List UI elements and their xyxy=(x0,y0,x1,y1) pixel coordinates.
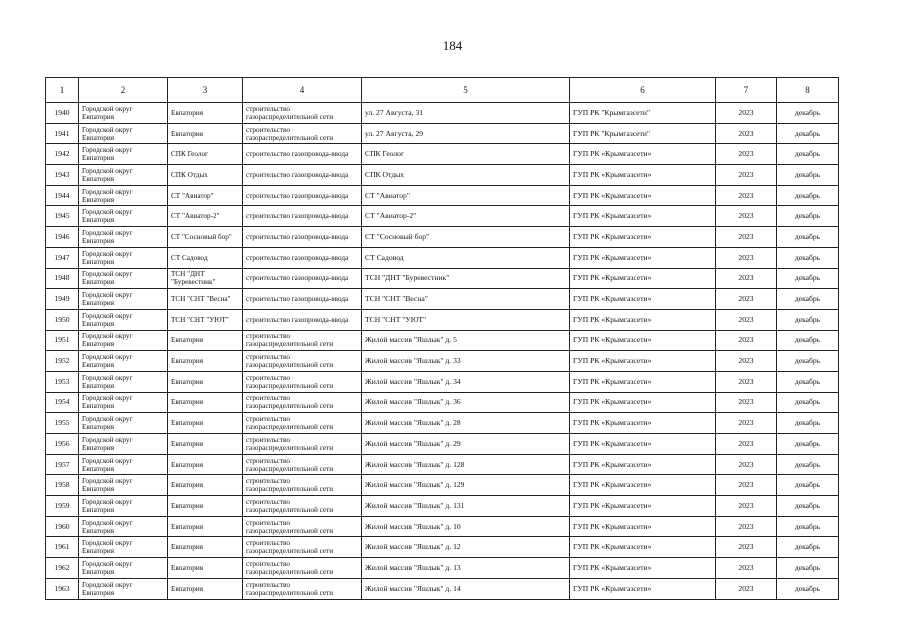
month-cell: декабрь xyxy=(777,103,839,124)
settlement-cell: СТ "Авиатор-2" xyxy=(168,206,243,227)
settlement-cell: Евпатория xyxy=(168,475,243,496)
table-row xyxy=(46,413,839,434)
address-cell: Жилой массив "Яшлык" д. 128 xyxy=(362,454,570,475)
address-cell: СПК Геолог xyxy=(362,144,570,165)
work-type-cell: строительство газораспределительной сети xyxy=(243,123,362,144)
operator-cell: ГУП РК «Крымгазсети» xyxy=(570,330,716,351)
work-type-cell: строительство газораспределительной сети xyxy=(243,496,362,517)
municipality-cell: Городской округ Евпатория xyxy=(79,247,168,268)
month-cell: декабрь xyxy=(777,247,839,268)
header-row xyxy=(46,78,839,103)
year-cell: 2023 xyxy=(716,434,777,455)
address-cell: ТСН "ДНТ "Буревестник" xyxy=(362,268,570,289)
month-cell: декабрь xyxy=(777,185,839,206)
municipality-cell: Городской округ Евпатория xyxy=(79,103,168,124)
address-cell: Жилой массив "Яшлык" д. 29 xyxy=(362,434,570,455)
address-cell: Жилой массив "Яшлык" д. 14 xyxy=(362,578,570,599)
month-cell: декабрь xyxy=(777,516,839,537)
column-header: 5 xyxy=(362,78,570,103)
operator-cell: ГУП РК «Крымгазсети» xyxy=(570,537,716,558)
operator-cell: ГУП РК «Крымгазсети» xyxy=(570,165,716,186)
settlement-cell: Евпатория xyxy=(168,537,243,558)
operator-cell: ГУП РК «Крымгазсети» xyxy=(570,227,716,248)
address-cell: Жилой массив "Яшлык" д. 36 xyxy=(362,392,570,413)
row-number-cell: 1944 xyxy=(46,185,79,206)
table-body xyxy=(46,103,839,600)
municipality-cell: Городской округ Евпатория xyxy=(79,330,168,351)
year-cell: 2023 xyxy=(716,123,777,144)
work-type-cell: строительство газопровода-ввода xyxy=(243,165,362,186)
table-row xyxy=(46,578,839,599)
municipality-cell: Городской округ Евпатория xyxy=(79,268,168,289)
month-cell: декабрь xyxy=(777,392,839,413)
municipality-cell: Городской округ Евпатория xyxy=(79,185,168,206)
row-number-cell: 1962 xyxy=(46,558,79,579)
work-type-cell: строительство газораспределительной сети xyxy=(243,475,362,496)
row-number-cell: 1960 xyxy=(46,516,79,537)
table-row xyxy=(46,516,839,537)
settlement-cell: Евпатория xyxy=(168,392,243,413)
month-cell: декабрь xyxy=(777,289,839,310)
row-number-cell: 1955 xyxy=(46,413,79,434)
table-row xyxy=(46,247,839,268)
work-type-cell: строительство газораспределительной сети xyxy=(243,454,362,475)
address-cell: СПК Отдых xyxy=(362,165,570,186)
settlement-cell: Евпатория xyxy=(168,516,243,537)
operator-cell: ГУП РК «Крымгазсети» xyxy=(570,206,716,227)
settlement-cell: ТСН "СНТ "УЮТ" xyxy=(168,309,243,330)
table-row xyxy=(46,309,839,330)
operator-cell: ГУП РК «Крымгазсети» xyxy=(570,558,716,579)
year-cell: 2023 xyxy=(716,371,777,392)
month-cell: декабрь xyxy=(777,496,839,517)
year-cell: 2023 xyxy=(716,289,777,310)
settlement-cell: Евпатория xyxy=(168,496,243,517)
municipality-cell: Городской округ Евпатория xyxy=(79,558,168,579)
row-number-cell: 1954 xyxy=(46,392,79,413)
municipality-cell: Городской округ Евпатория xyxy=(79,165,168,186)
month-cell: декабрь xyxy=(777,537,839,558)
year-cell: 2023 xyxy=(716,144,777,165)
address-cell: ТСН "СНТ "Весна" xyxy=(362,289,570,310)
address-cell: Жилой массив "Яшлык" д. 28 xyxy=(362,413,570,434)
settlement-cell: СТ Садовод xyxy=(168,247,243,268)
municipality-cell: Городской округ Евпатория xyxy=(79,496,168,517)
year-cell: 2023 xyxy=(716,309,777,330)
work-type-cell: строительство газораспределительной сети xyxy=(243,516,362,537)
row-number-cell: 1961 xyxy=(46,537,79,558)
table-row xyxy=(46,165,839,186)
operator-cell: ГУП РК «Крымгазсети» xyxy=(570,434,716,455)
municipality-cell: Городской округ Евпатория xyxy=(79,578,168,599)
operator-cell: ГУП РК «Крымгазсети» xyxy=(570,454,716,475)
municipality-cell: Городской округ Евпатория xyxy=(79,309,168,330)
year-cell: 2023 xyxy=(716,537,777,558)
address-cell: Жилой массив "Яшлык" д. 10 xyxy=(362,516,570,537)
municipality-cell: Городской округ Евпатория xyxy=(79,144,168,165)
year-cell: 2023 xyxy=(716,392,777,413)
address-cell: Жилой массив "Яшлык" д. 13 xyxy=(362,558,570,579)
month-cell: декабрь xyxy=(777,558,839,579)
table-row xyxy=(46,434,839,455)
column-header: 4 xyxy=(243,78,362,103)
municipality-cell: Городской округ Евпатория xyxy=(79,392,168,413)
table-row xyxy=(46,351,839,372)
address-cell: Жилой массив "Яшлык" д. 34 xyxy=(362,371,570,392)
gas-network-table xyxy=(45,77,839,600)
operator-cell: ГУП РК "Крымгазсети" xyxy=(570,123,716,144)
operator-cell: ГУП РК «Крымгазсети» xyxy=(570,475,716,496)
settlement-cell: Евпатория xyxy=(168,413,243,434)
operator-cell: ГУП РК «Крымгазсети» xyxy=(570,371,716,392)
address-cell: Жилой массив "Яшлык" д. 131 xyxy=(362,496,570,517)
settlement-cell: Евпатория xyxy=(168,434,243,455)
table-row xyxy=(46,289,839,310)
settlement-cell: Евпатория xyxy=(168,351,243,372)
settlement-cell: Евпатория xyxy=(168,371,243,392)
work-type-cell: строительство газораспределительной сети xyxy=(243,537,362,558)
municipality-cell: Городской округ Евпатория xyxy=(79,475,168,496)
municipality-cell: Городской округ Евпатория xyxy=(79,371,168,392)
settlement-cell: Евпатория xyxy=(168,454,243,475)
work-type-cell: строительство газопровода-ввода xyxy=(243,144,362,165)
municipality-cell: Городской округ Евпатория xyxy=(79,516,168,537)
column-header: 6 xyxy=(570,78,716,103)
work-type-cell: строительство газопровода-ввода xyxy=(243,289,362,310)
year-cell: 2023 xyxy=(716,185,777,206)
address-cell: ТСН "СНТ "УЮТ" xyxy=(362,309,570,330)
address-cell: Жилой массив "Яшлык" д. 5 xyxy=(362,330,570,351)
table-row xyxy=(46,103,839,124)
operator-cell: ГУП РК «Крымгазсети» xyxy=(570,516,716,537)
address-cell: СТ "Авиатор-2" xyxy=(362,206,570,227)
month-cell: декабрь xyxy=(777,330,839,351)
month-cell: декабрь xyxy=(777,475,839,496)
settlement-cell: Евпатория xyxy=(168,330,243,351)
column-header: 1 xyxy=(46,78,79,103)
address-cell: ул. 27 Августа, 29 xyxy=(362,123,570,144)
settlement-cell: СТ "Сосновый бор" xyxy=(168,227,243,248)
row-number-cell: 1953 xyxy=(46,371,79,392)
row-number-cell: 1956 xyxy=(46,434,79,455)
table-row xyxy=(46,496,839,517)
year-cell: 2023 xyxy=(716,330,777,351)
address-cell: СТ Садовод xyxy=(362,247,570,268)
year-cell: 2023 xyxy=(716,247,777,268)
row-number-cell: 1951 xyxy=(46,330,79,351)
year-cell: 2023 xyxy=(716,103,777,124)
row-number-cell: 1946 xyxy=(46,227,79,248)
year-cell: 2023 xyxy=(716,578,777,599)
settlement-cell: ТСН "СНТ "Весна" xyxy=(168,289,243,310)
year-cell: 2023 xyxy=(716,351,777,372)
operator-cell: ГУП РК «Крымгазсети» xyxy=(570,392,716,413)
month-cell: декабрь xyxy=(777,371,839,392)
municipality-cell: Городской округ Евпатория xyxy=(79,351,168,372)
month-cell: декабрь xyxy=(777,351,839,372)
work-type-cell: строительство газопровода-ввода xyxy=(243,227,362,248)
table-row xyxy=(46,371,839,392)
month-cell: декабрь xyxy=(777,144,839,165)
address-cell: Жилой массив "Яшлык" д. 129 xyxy=(362,475,570,496)
table-row xyxy=(46,123,839,144)
month-cell: декабрь xyxy=(777,413,839,434)
year-cell: 2023 xyxy=(716,496,777,517)
work-type-cell: строительство газораспределительной сети xyxy=(243,103,362,124)
year-cell: 2023 xyxy=(716,165,777,186)
month-cell: декабрь xyxy=(777,268,839,289)
settlement-cell: СПК Отдых xyxy=(168,165,243,186)
year-cell: 2023 xyxy=(716,413,777,434)
table-row xyxy=(46,227,839,248)
table-row xyxy=(46,454,839,475)
work-type-cell: строительство газопровода-ввода xyxy=(243,247,362,268)
table-row xyxy=(46,475,839,496)
operator-cell: ГУП РК «Крымгазсети» xyxy=(570,496,716,517)
work-type-cell: строительство газораспределительной сети xyxy=(243,351,362,372)
work-type-cell: строительство газопровода-ввода xyxy=(243,206,362,227)
month-cell: декабрь xyxy=(777,123,839,144)
work-type-cell: строительство газопровода-ввода xyxy=(243,309,362,330)
table-row xyxy=(46,144,839,165)
municipality-cell: Городской округ Евпатория xyxy=(79,434,168,455)
operator-cell: ГУП РК «Крымгазсети» xyxy=(570,413,716,434)
row-number-cell: 1945 xyxy=(46,206,79,227)
column-header: 2 xyxy=(79,78,168,103)
work-type-cell: строительство газораспределительной сети xyxy=(243,413,362,434)
row-number-cell: 1947 xyxy=(46,247,79,268)
work-type-cell: строительство газопровода-ввода xyxy=(243,268,362,289)
table-row xyxy=(46,206,839,227)
operator-cell: ГУП РК «Крымгазсети» xyxy=(570,351,716,372)
column-header: 8 xyxy=(777,78,839,103)
work-type-cell: строительство газораспределительной сети xyxy=(243,578,362,599)
month-cell: декабрь xyxy=(777,206,839,227)
settlement-cell: СТ "Авиатор" xyxy=(168,185,243,206)
address-cell: СТ "Авиатор" xyxy=(362,185,570,206)
settlement-cell: ТСН "ДНТ "Буревестник" xyxy=(168,268,243,289)
year-cell: 2023 xyxy=(716,558,777,579)
operator-cell: ГУП РК "Крымгазсети" xyxy=(570,103,716,124)
row-number-cell: 1963 xyxy=(46,578,79,599)
page-number: 184 xyxy=(442,38,463,53)
row-number-cell: 1950 xyxy=(46,309,79,330)
operator-cell: ГУП РК «Крымгазсети» xyxy=(570,247,716,268)
year-cell: 2023 xyxy=(716,227,777,248)
table-row xyxy=(46,392,839,413)
operator-cell: ГУП РК «Крымгазсети» xyxy=(570,309,716,330)
month-cell: декабрь xyxy=(777,434,839,455)
table-row xyxy=(46,330,839,351)
row-number-cell: 1941 xyxy=(46,123,79,144)
row-number-cell: 1948 xyxy=(46,268,79,289)
table-row xyxy=(46,537,839,558)
year-cell: 2023 xyxy=(716,206,777,227)
operator-cell: ГУП РК «Крымгазсети» xyxy=(570,185,716,206)
table-row xyxy=(46,185,839,206)
table-row xyxy=(46,268,839,289)
month-cell: декабрь xyxy=(777,578,839,599)
municipality-cell: Городской округ Евпатория xyxy=(79,413,168,434)
row-number-cell: 1949 xyxy=(46,289,79,310)
municipality-cell: Городской округ Евпатория xyxy=(79,123,168,144)
work-type-cell: строительство газораспределительной сети xyxy=(243,392,362,413)
row-number-cell: 1959 xyxy=(46,496,79,517)
settlement-cell: СПК Геолог xyxy=(168,144,243,165)
work-type-cell: строительство газораспределительной сети xyxy=(243,371,362,392)
address-cell: Жилой массив "Яшлык" д. 33 xyxy=(362,351,570,372)
municipality-cell: Городской округ Евпатория xyxy=(79,454,168,475)
row-number-cell: 1940 xyxy=(46,103,79,124)
municipality-cell: Городской округ Евпатория xyxy=(79,227,168,248)
work-type-cell: строительство газораспределительной сети xyxy=(243,330,362,351)
year-cell: 2023 xyxy=(716,475,777,496)
year-cell: 2023 xyxy=(716,454,777,475)
table-row xyxy=(46,558,839,579)
address-cell: ул. 27 Августа, 31 xyxy=(362,103,570,124)
municipality-cell: Городской округ Евпатория xyxy=(79,289,168,310)
settlement-cell: Евпатория xyxy=(168,558,243,579)
column-header: 3 xyxy=(168,78,243,103)
operator-cell: ГУП РК «Крымгазсети» xyxy=(570,268,716,289)
row-number-cell: 1957 xyxy=(46,454,79,475)
year-cell: 2023 xyxy=(716,516,777,537)
operator-cell: ГУП РК «Крымгазсети» xyxy=(570,289,716,310)
row-number-cell: 1942 xyxy=(46,144,79,165)
address-cell: Жилой массив "Яшлык" д. 12 xyxy=(362,537,570,558)
operator-cell: ГУП РК «Крымгазсети» xyxy=(570,578,716,599)
work-type-cell: строительство газораспределительной сети xyxy=(243,558,362,579)
operator-cell: ГУП РК «Крымгазсети» xyxy=(570,144,716,165)
municipality-cell: Городской округ Евпатория xyxy=(79,206,168,227)
settlement-cell: Евпатория xyxy=(168,123,243,144)
settlement-cell: Евпатория xyxy=(168,578,243,599)
month-cell: декабрь xyxy=(777,227,839,248)
month-cell: декабрь xyxy=(777,454,839,475)
row-number-cell: 1952 xyxy=(46,351,79,372)
column-header: 7 xyxy=(716,78,777,103)
row-number-cell: 1958 xyxy=(46,475,79,496)
row-number-cell: 1943 xyxy=(46,165,79,186)
work-type-cell: строительство газопровода-ввода xyxy=(243,185,362,206)
month-cell: декабрь xyxy=(777,165,839,186)
work-type-cell: строительство газораспределительной сети xyxy=(243,434,362,455)
year-cell: 2023 xyxy=(716,268,777,289)
municipality-cell: Городской округ Евпатория xyxy=(79,537,168,558)
address-cell: СТ "Сосновый бор" xyxy=(362,227,570,248)
settlement-cell: Евпатория xyxy=(168,103,243,124)
month-cell: декабрь xyxy=(777,309,839,330)
